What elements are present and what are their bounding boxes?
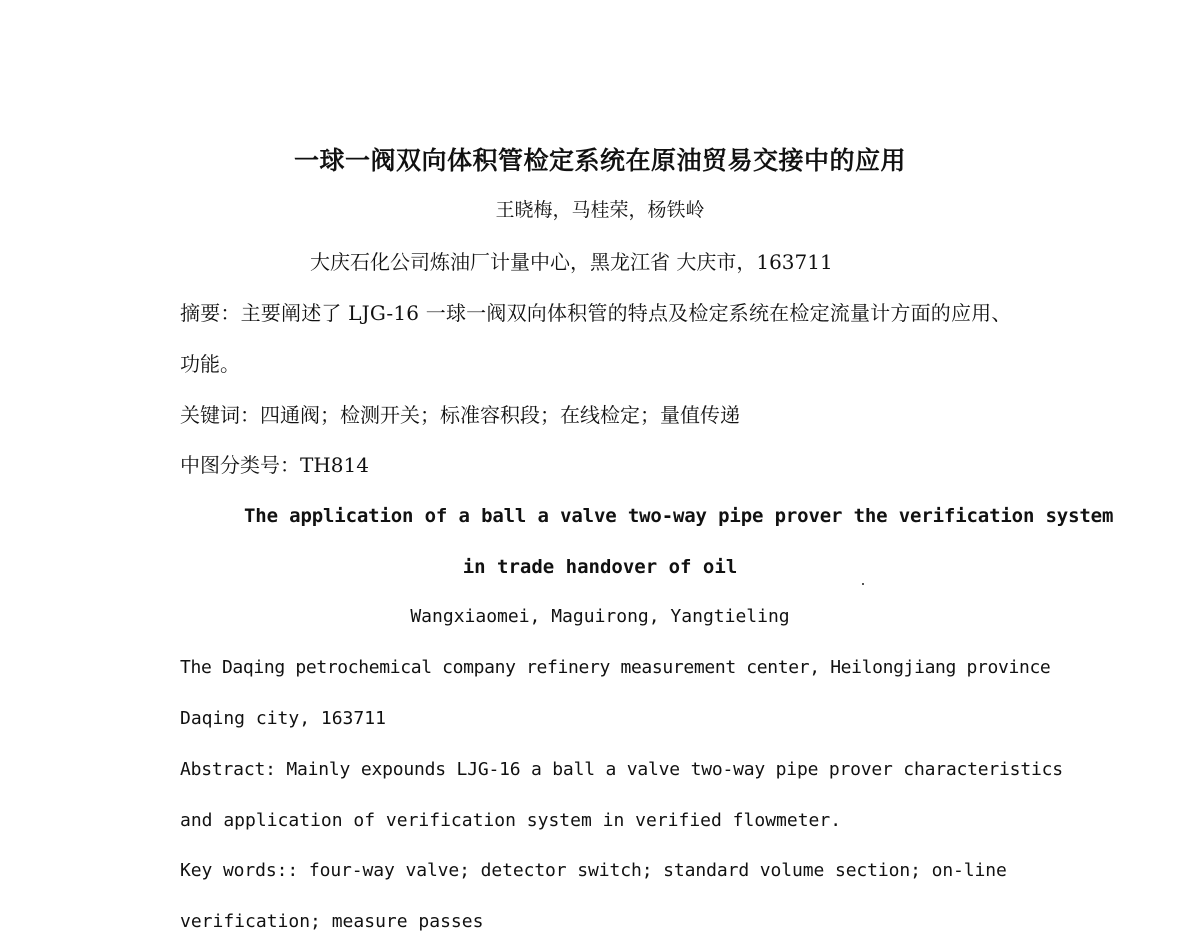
paper-title-cn: 一球一阀双向体积管检定系统在原油贸易交接中的应用	[293, 146, 906, 175]
authors-en: Wangxiaomei, Maguirong, Yangtieling	[410, 606, 790, 627]
keywords-cn: 关键词：四通阀；检测开关；标准容积段；在线检定；量值传递	[180, 403, 740, 427]
affiliation-cn: 大庆石化公司炼油厂计量中心，黑龙江省 大庆市，163711	[310, 250, 833, 274]
affiliation-en-line-1: The Daqing petrochemical company refinery measurement center, Heilongjiang province	[180, 657, 1051, 678]
keywords-en-line-1: Key words:: four-way valve; detector switch; standard volume section; on-line	[180, 860, 1007, 881]
abstract-cn-line-2: 功能。	[180, 352, 240, 376]
classification-number: 中图分类号：TH814	[180, 453, 369, 477]
authors-cn: 王晓梅，马桂荣，杨铁岭	[495, 199, 705, 221]
abstract-en-line-1: Abstract: Mainly expounds LJG-16 a ball a valve two-way pipe prover characteristics	[180, 759, 1063, 780]
scan-speck	[862, 583, 864, 585]
paper-title-en-line-1: The application of a ball a valve two-way pipe prover the verification system	[244, 505, 1114, 527]
keywords-en-line-2: verification; measure passes	[180, 911, 484, 932]
paper-title-en-line-2: in trade handover of oil	[462, 556, 738, 578]
abstract-cn-line-1: 摘要：主要阐述了 LJG-16 一球一阀双向体积管的特点及检定系统在检定流量计方面的应用、	[180, 301, 1012, 325]
abstract-en-line-2: and application of verification system in verified flowmeter.	[180, 810, 842, 831]
affiliation-en-line-2: Daqing city, 163711	[180, 708, 386, 729]
